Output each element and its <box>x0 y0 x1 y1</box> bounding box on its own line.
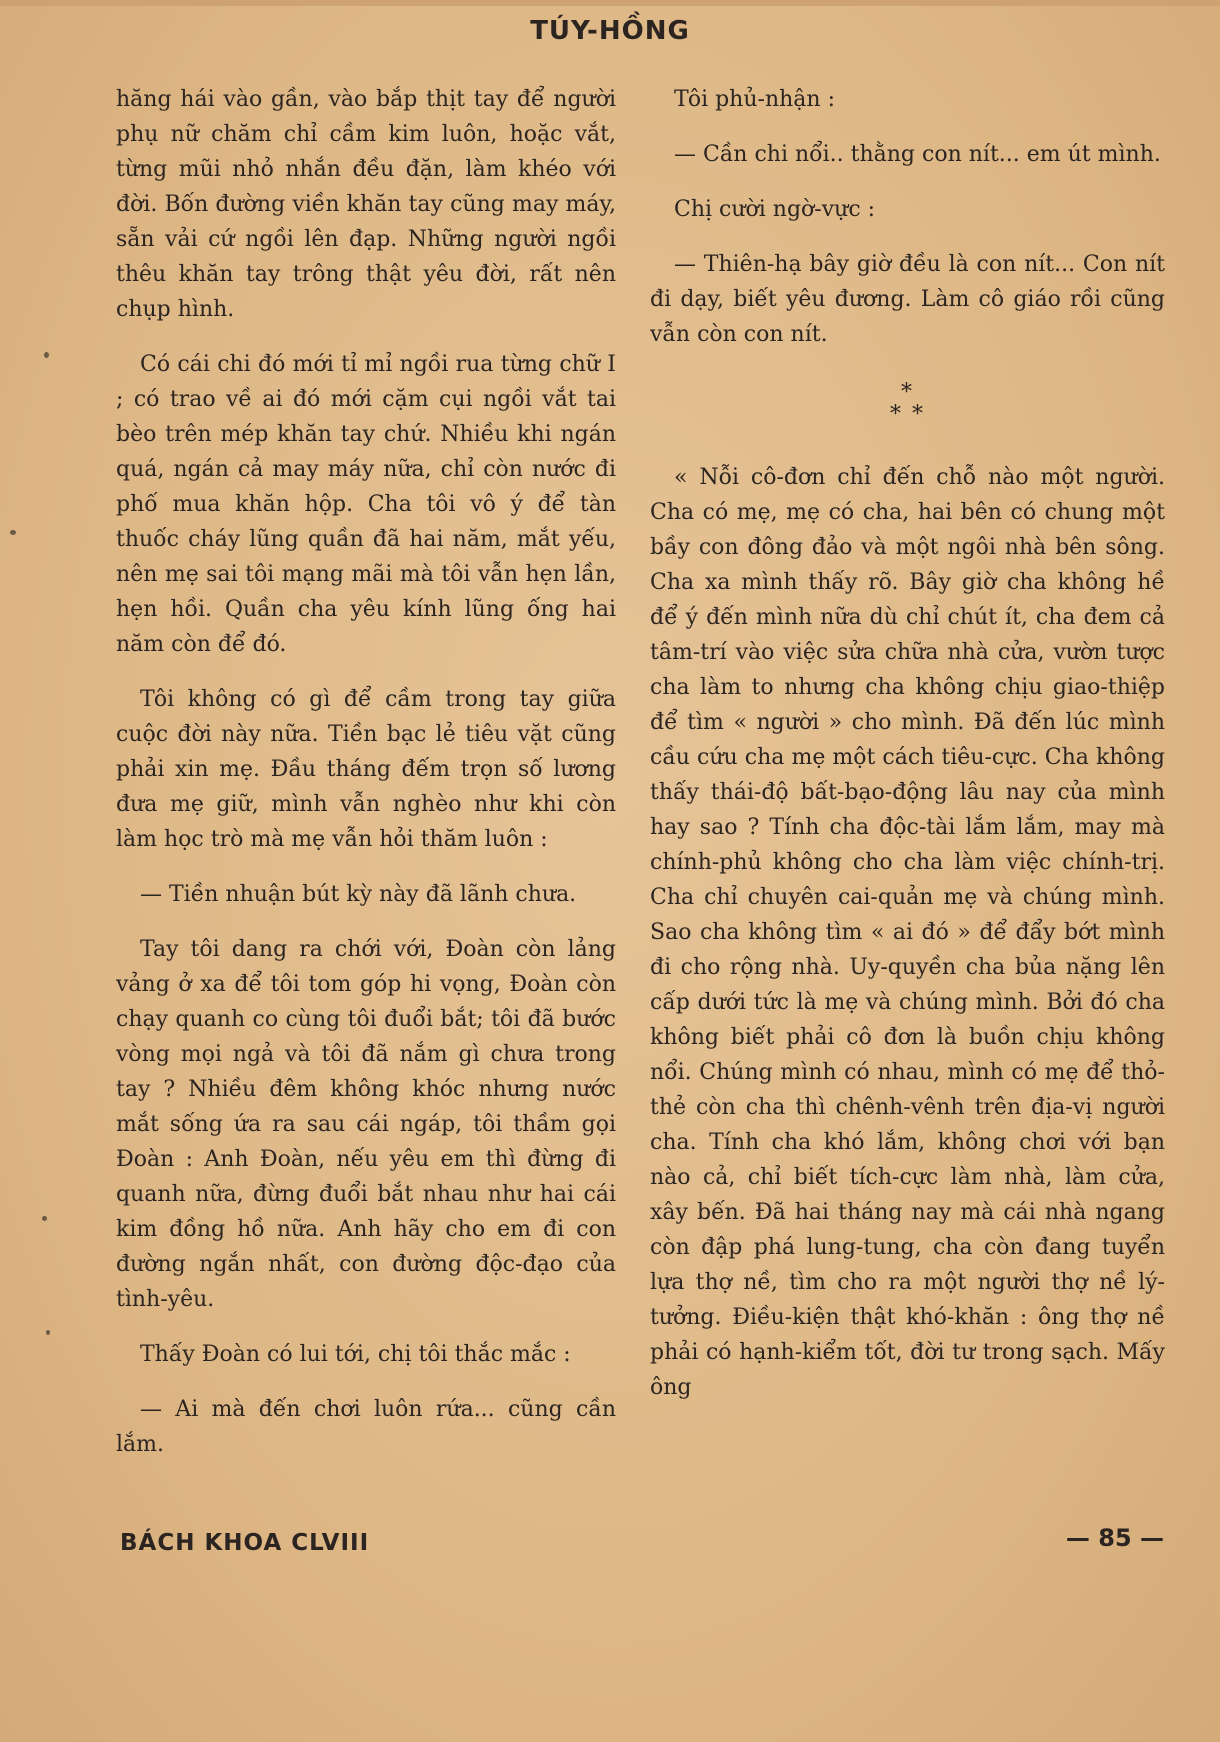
dialogue-line: — Ai mà đến chơi luôn rứa... cũng cần lắm. <box>116 1397 616 1457</box>
paragraph: Chị cười ngờ-vực : <box>674 197 876 222</box>
separator-stars-bottom: * * <box>890 402 925 427</box>
right-text-column <box>650 82 1165 1425</box>
paragraph: « Nỗi cô-đơn chỉ đến chỗ nào một người. Cha có mẹ, mẹ có cha, hai bên có chung một bầy con đông đảo và một ngôi nhà bên sông. Cha xa mình thấy rõ. Bây giờ cha không hề để ý đến mình nữa dù chỉ chút ít, cha đem cả tâm-trí vào việc sửa chữa nhà cửa, vườn tược cha làm to nhưng cha không chịu giao-thiệp để tìm « người » cho mình. Đã đến lúc mình cầu cứu cha mẹ một cách tiêu-cực. Cha không thấy thái-độ bất-bạo-động lâu nay của mình hay sao ? Tính cha độc-tài lắm lắm, may mà chính-phủ không cho cha làm việc chính-trị. Cha chỉ chuyên cai-quản mẹ và chúng mình. Sao cha không tìm « ai đó » để đẩy bớt mình đi cho rộng nhà. Uy-quyền cha bủa nặng lên cấp dưới tức là mẹ và chúng mình. Bởi đó cha không biết phải cô đơn là buồn chịu không nổi. Chúng mình có nhau, mình có mẹ để thỏ-thẻ còn cha thì chênh-vênh trên địa-vị người cha. Tính cha khó lắm, không chơi với bạn nào cả, chỉ biết tích-cực làm nhà, làm cửa, xây bến. Đã hai tháng nay mà cái nhà ngang còn đập phá lung-tung, cha còn đang tuyển lựa thợ nề, tìm cho ra một người thợ nề lý-tưởng. Điều-kiện thật khó-khăn : ông thợ nề phải có hạnh-kiểm tốt, đời tư trong sạch. Mấy ông <box>650 465 1165 1400</box>
page-top-edge <box>0 0 1220 6</box>
ink-speck <box>10 530 16 535</box>
dialogue-line: — Tiền nhuận bút kỳ này đã lãnh chưa. <box>140 882 577 907</box>
paragraph: Thấy Đoàn có lui tới, chị tôi thắc mắc : <box>140 1342 571 1367</box>
paragraph: Có cái chi đó mới tỉ mỉ ngồi rua từng chữ I ; có trao về ai đó mới cặm cụi ngồi vắt tai bèo trên mép khăn tay chứ. Nhiều khi ngán quá, ngán cả may máy nữa, chỉ còn nước đi phố mua khăn hộp. Cha tôi vô ý để tàn thuốc cháy lũng quần đã hai năm, mắt yếu, nên mẹ sai tôi mạng mãi mà tôi vẫn hẹn lần, hẹn hồi. Quần cha yêu kính lũng ống hai năm còn để đó. <box>116 352 616 657</box>
dialogue-line: — Cần chi nổi.. thằng con nít... em út mình. <box>674 142 1161 167</box>
magazine-issue: BÁCH KHOA CLVIII <box>120 1530 370 1556</box>
paragraph: hăng hái vào gần, vào bắp thịt tay để người phụ nữ chăm chỉ cầm kim luôn, hoặc vắt, từng mũi nhỏ nhắn đều đặn, làm khéo với đời. Bốn đường viền khăn tay cũng may máy, sẵn vải cứ ngồi lên đạp. Những người ngồi thêu khăn tay trông thật yêu đời, rất nên chụp hình. <box>116 87 616 322</box>
separator-star-top: * <box>901 380 914 405</box>
paragraph: Tôi không có gì để cầm trong tay giữa cuộc đời này nữa. Tiền bạc lẻ tiêu vặt cũng phải xin mẹ. Đầu tháng đếm trọn số lương đưa mẹ giữ, mình vẫn nghèo như khi còn làm học trò mà mẹ vẫn hỏi thăm luôn : <box>116 687 616 852</box>
ink-speck <box>42 1216 47 1221</box>
paragraph: Tôi phủ-nhận : <box>674 87 835 112</box>
ink-speck <box>44 352 49 358</box>
ink-speck <box>46 1330 50 1335</box>
running-header: TÚY-HỒNG <box>530 16 690 46</box>
page-number: — 85 — <box>1065 1524 1164 1552</box>
dialogue-line: — Thiên-hạ bây giờ đều là con nít... Con nít đi dạy, biết yêu đương. Làm cô giáo rồi cũng vẫn còn con nít. <box>650 252 1165 347</box>
section-separator <box>650 382 1165 426</box>
paragraph: Tay tôi dang ra chới với, Đoàn còn lảng vảng ở xa để tôi tom góp hi vọng, Đoàn còn chạy quanh co cùng tôi đuổi bắt; tôi đã bước vòng mọi ngả và tôi đã nắm gì chưa trong tay ? Nhiều đêm không khóc nhưng nước mắt sống ứa ra sau cái ngáp, tôi thầm gọi Đoàn : Anh Đoàn, nếu yêu em thì đừng đi quanh nữa, đừng đuổi bắt nhau như hai cái kim đồng hồ nữa. Anh hãy cho em đi con đường ngắn nhất, con đường độc-đạo của tình-yêu. <box>116 937 616 1312</box>
left-text-column <box>116 82 616 1482</box>
